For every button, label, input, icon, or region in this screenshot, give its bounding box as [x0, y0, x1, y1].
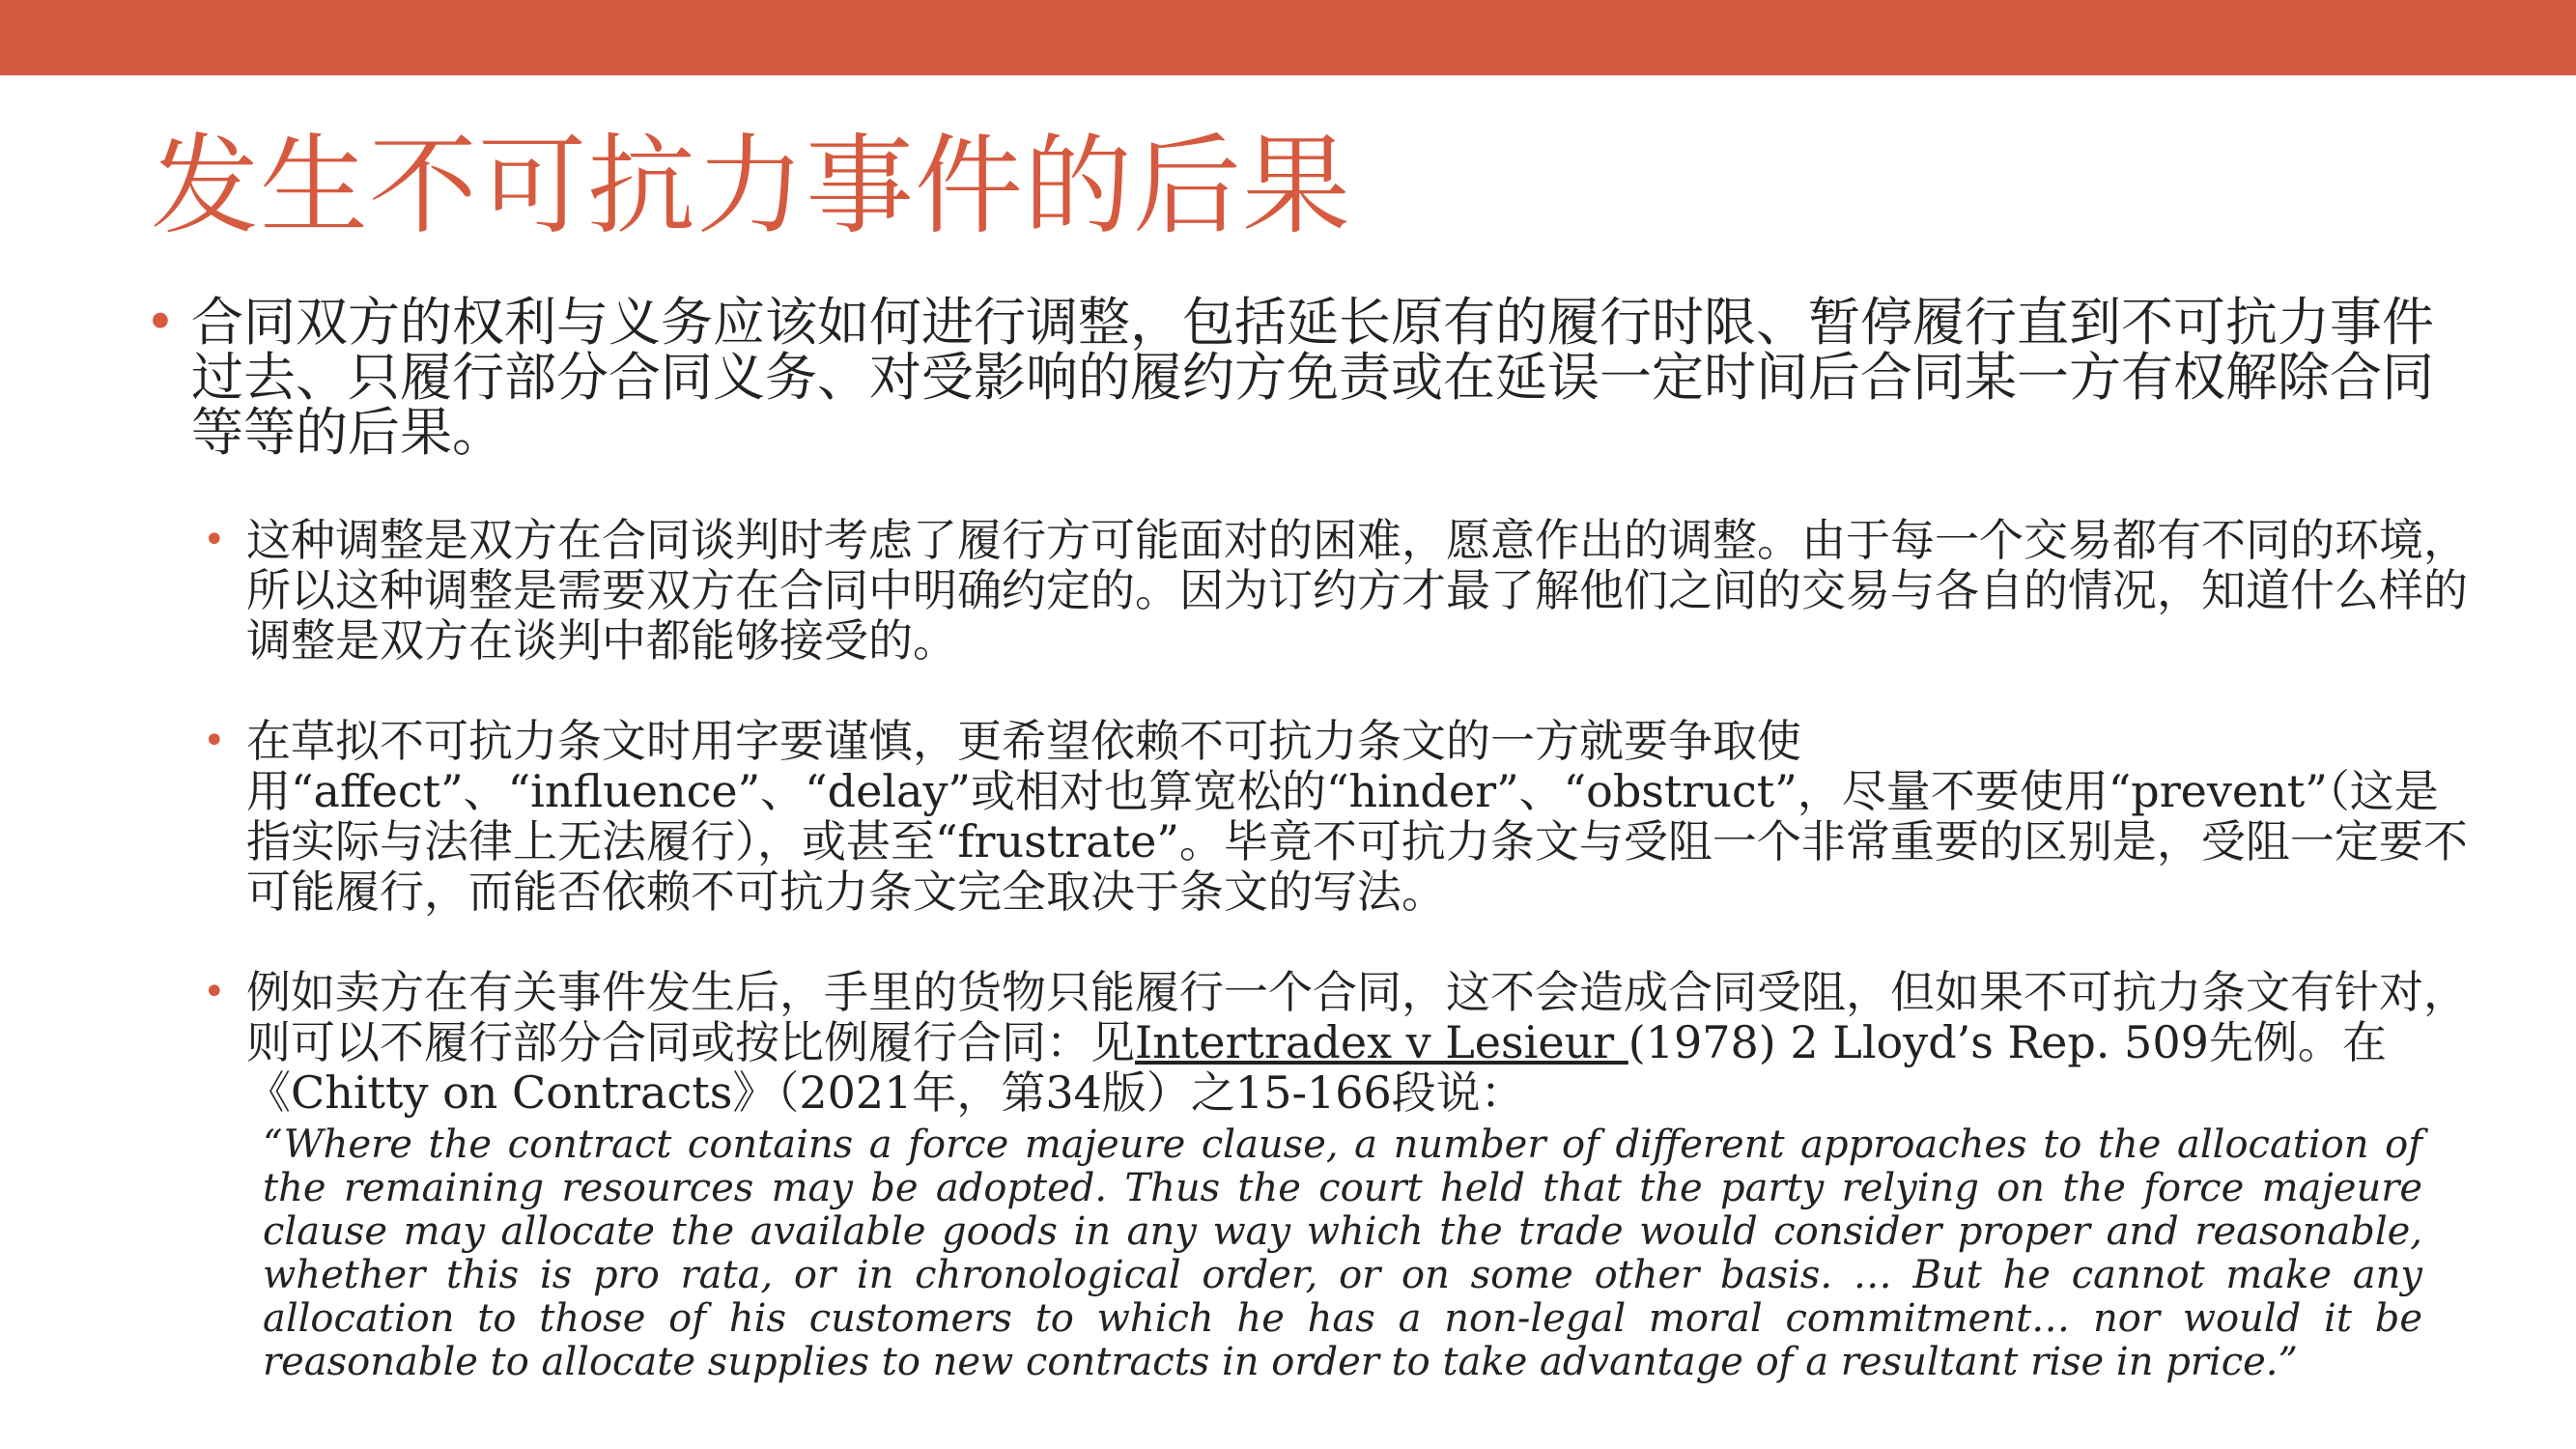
main-bullet-text: 合同双方的权利与义务应该如何进行调整，包括延长原有的履行时限、暂停履行直到不可抗力事件过去、只履行部分合同义务、对受影响的履约方免责或在延误一定时间后合同某一方有权解除合同等等的后果。 — [191, 292, 2434, 463]
sub-bullet-text: 这种调整是双方在合同谈判时考虑了履行方可能面对的困难，愿意作出的调整。由于每一个交易都有不同的环境，所以这种调整是需要双方在合同中明确约定的。因为订约方才最了解他们之间的交易与各自的情况，知道什么样的调整是双方在谈判中都能够接受的。 — [246, 514, 2468, 667]
sub-bullet-drafting — [203, 716, 2470, 917]
main-bullet — [145, 292, 2434, 463]
sub-bullet-adjustment — [203, 515, 2470, 666]
case-citation: Intertradex v Lesieur — [1135, 1016, 1628, 1068]
bullet-dot-icon: • — [203, 518, 226, 562]
bullet-dot-icon: • — [145, 292, 176, 353]
sub-bullet-text-after: (1978) 2 Lloyd’s Rep. 509先例。在《Chitty on Contracts》（2021年，第34版）之15-166段说： — [246, 1016, 2387, 1119]
sub-bullet-text-before: 例如卖方在有关事件发生后，手里的货物只能履行一个合同，这不会造成合同受阻，但如果不可抗力条文有针对，则可以不履行部分合同或按比例履行合同：见 — [246, 966, 2468, 1068]
bullet-dot-icon: • — [203, 719, 226, 763]
sub-bullet-example — [203, 967, 2470, 1118]
bullet-dot-icon: • — [203, 970, 226, 1014]
slide-title: 发生不可抗力事件的后果 — [151, 124, 1351, 249]
slide-content — [145, 292, 2468, 1384]
sub-bullet-text: 在草拟不可抗力条文时用字要谨慎，更希望依赖不可抗力条文的一方就要争取使用“affect”、“influence”、“delay”或相对也算宽松的“hinder”、“obstruct”，尽量不要使用“prevent”（这是指实际与法律上无法履行），或甚至“frustrate”。毕竟不可抗力条文与受阻一个非常重要的区别是，受阻一定要不可能履行，而能否依赖不可抗力条文完全取决于条文的写法。 — [246, 715, 2468, 918]
slide-header-bar — [0, 0, 2576, 75]
chitty-quote: “Where the contract contains a force majeure clause, a number of different approaches to the allocation of the remaining resources may be adopted. Thus the court held that the party relying on the force majeure clause may allocate the available goods in any way which the trade would consider proper and reasonable, whether this is pro rata, or in chronological order, or on some other basis. … But he cannot make any allocation to those of his customers to which he has a non-legal moral commitment… nor would it be reasonable to allocate supplies to new contracts in order to take advantage of a resultant rise in price.” — [263, 1122, 2422, 1384]
